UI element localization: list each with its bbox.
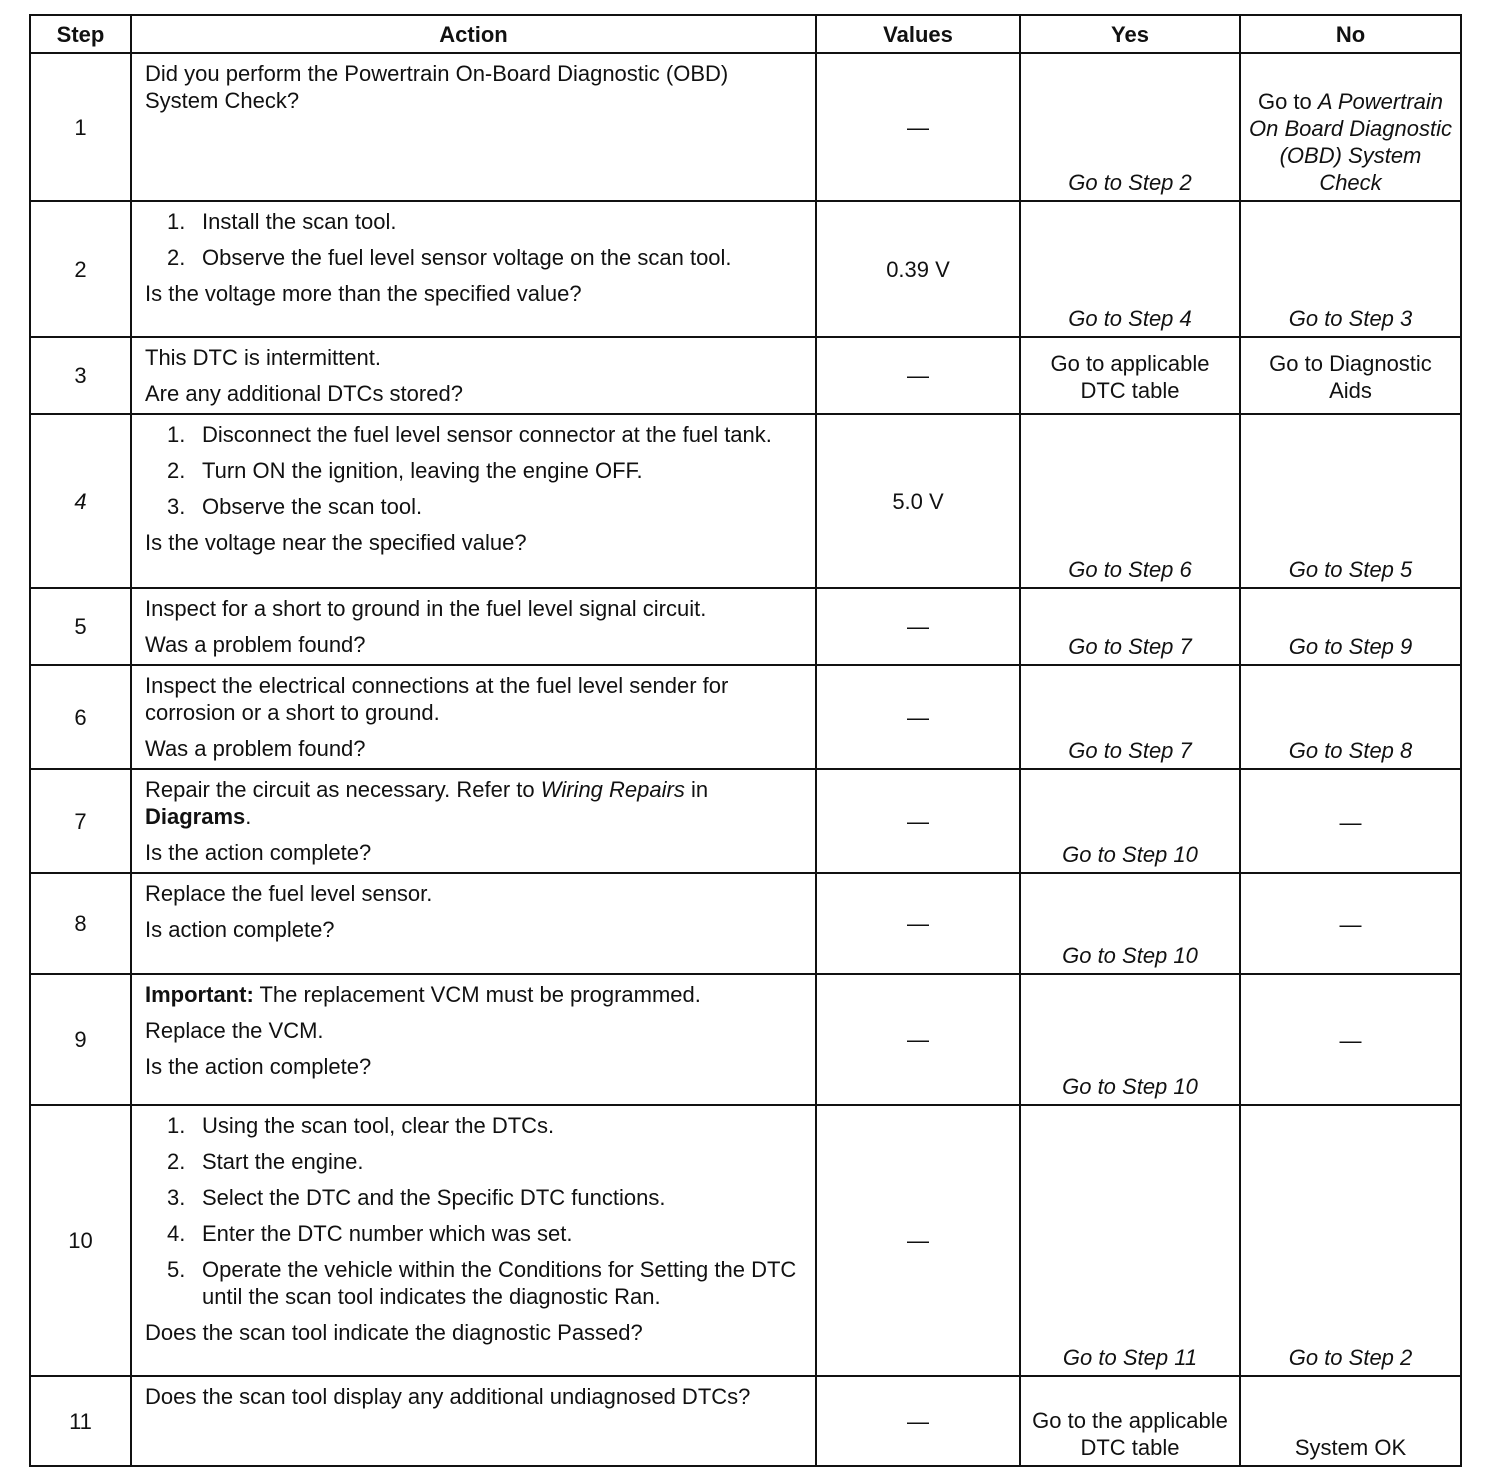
value-cell: — [816,53,1020,201]
no-cell [1240,873,1461,974]
no-cell [1240,974,1461,1105]
action-cell [131,769,816,873]
text-segment: Is the action complete? [145,840,372,865]
value-cell: 5.0 V [816,414,1020,588]
action-list-item [167,244,803,271]
text-segment: System OK [1294,1435,1407,1460]
text-segment: Disconnect the fuel level sensor connector at the fuel tank. [202,422,772,447]
action-list-item [167,1112,803,1139]
text-segment: Repair the circuit as necessary. Refer to [145,777,541,802]
text-segment: . [245,804,252,829]
action-list-item [167,1220,803,1247]
table-row [30,665,1461,769]
text-segment: Inspect for a short to ground in the fuel level signal circuit. [145,596,707,621]
text-segment: Was a problem found? [145,736,366,761]
action-list-item [167,421,803,448]
text-segment: Go to Step 10 [1062,943,1198,968]
list-number: 3. [167,494,186,519]
yes-cell [1020,201,1240,337]
yes-cell [1020,1105,1240,1376]
text-segment: Go to Diagnostic Aids [1269,350,1432,403]
action-cell [131,337,816,414]
text-segment: Replace the VCM. [145,1018,324,1043]
text-segment: in [684,777,709,802]
list-text [202,244,732,271]
text-segment: Go to Step 4 [1068,306,1192,331]
text-segment: Go to applicable DTC table [1050,350,1210,403]
list-number: 1. [167,1113,186,1138]
action-cell [131,588,816,665]
text-segment: A Powertrain On Board Diagnostic (OBD) System Check [1249,89,1452,195]
table-row [30,588,1461,665]
text-segment: Select the DTC and the Specific DTC functions. [202,1185,666,1210]
step-number: 4 [30,414,131,588]
text-segment: Go to Step 5 [1288,557,1413,582]
step-number: 5 [30,588,131,665]
text-segment: Is the action complete? [145,1054,372,1079]
yes-cell [1020,1376,1240,1466]
list-text [202,1256,803,1310]
text-segment: Did you perform the Powertrain On-Board Diagnostic (OBD) System Check? [145,61,729,113]
table-row [30,974,1461,1105]
action-paragraph [145,916,803,943]
table-row [30,414,1461,588]
text-segment: Go to Step 9 [1288,634,1413,659]
text-segment: Observe the scan tool. [202,494,423,519]
list-text [202,208,396,235]
list-number: 1. [167,209,186,234]
text-segment: Install the scan tool. [202,209,397,234]
list-text [202,1112,554,1139]
action-cell [131,1105,816,1376]
header-step: Step [30,15,131,53]
text-segment: Was a problem found? [145,632,366,657]
text-segment: Go to Step 11 [1062,1345,1198,1370]
header-action: Action [131,15,816,53]
list-text [202,1184,665,1211]
value-cell: — [816,769,1020,873]
text-segment: Go to Step 2 [1068,170,1192,195]
table-row [30,337,1461,414]
action-paragraph [145,1383,803,1410]
value-cell: — [816,873,1020,974]
action-paragraph [145,981,803,1008]
action-list-item [167,1148,803,1175]
list-text [202,1148,363,1175]
header-no: No [1240,15,1461,53]
list-number: 2. [167,458,186,483]
action-cell [131,414,816,588]
action-list-item [167,1256,803,1310]
step-number: 6 [30,665,131,769]
text-segment: Are any additional DTCs stored? [145,381,463,406]
text-segment: Operate the vehicle within the Conditions for Setting the DTC until the scan tool indicates the diagnostic Ran. [202,1257,797,1309]
list-number: 4. [167,1221,186,1246]
action-cell [131,974,816,1105]
header-row [30,15,1461,53]
text-segment: — [1339,912,1362,937]
yes-cell [1020,974,1240,1105]
text-segment: Replace the fuel level sensor. [145,881,433,906]
action-paragraph [145,880,803,907]
action-list-item [167,1184,803,1211]
no-cell [1240,1105,1461,1376]
table-row [30,1376,1461,1466]
table-row [30,53,1461,201]
text-segment: Go to Step 7 [1068,634,1192,659]
no-cell [1240,665,1461,769]
step-number: 9 [30,974,131,1105]
action-paragraph [145,60,803,114]
table-row [30,873,1461,974]
step-number: 11 [30,1376,131,1466]
action-paragraph [145,595,803,622]
text-segment: Inspect the electrical connections at the fuel level sender for corrosion or a short to ground. [145,673,729,725]
yes-cell [1020,769,1240,873]
list-text [202,493,422,520]
no-cell [1240,53,1461,201]
text-segment: This DTC is intermittent. [145,345,381,370]
no-cell [1240,1376,1461,1466]
list-text [202,1220,572,1247]
text-segment: Using the scan tool, clear the DTCs. [202,1113,555,1138]
action-paragraph [145,529,803,556]
action-cell [131,53,816,201]
list-text [202,457,643,484]
step-number: 1 [30,53,131,201]
action-paragraph [145,1017,803,1044]
text-segment: Go to Step 6 [1068,557,1192,582]
list-number: 2. [167,1149,186,1174]
header-yes: Yes [1020,15,1240,53]
yes-cell [1020,414,1240,588]
action-paragraph [145,672,803,726]
action-paragraph [145,776,803,830]
action-paragraph [145,344,803,371]
action-paragraph [145,1319,803,1346]
text-segment: Go to Step 8 [1288,738,1413,763]
text-segment: Is action complete? [145,917,335,942]
yes-cell [1020,337,1240,414]
text-segment: Important: [145,982,254,1007]
text-segment: Go to Step 10 [1062,842,1198,867]
list-text [202,421,772,448]
text-segment: Go to Step 2 [1288,1345,1413,1370]
text-segment: — [1339,809,1362,835]
action-paragraph [145,839,803,866]
no-cell [1240,588,1461,665]
text-segment: Go to Step 3 [1288,306,1413,331]
no-cell [1240,769,1461,873]
text-segment: Start the engine. [202,1149,364,1174]
text-segment: Wiring Repairs [540,777,685,802]
step-number: 2 [30,201,131,337]
action-cell [131,665,816,769]
text-segment: Turn ON the ignition, leaving the engine OFF. [202,458,643,483]
value-cell: — [816,337,1020,414]
table-row [30,1105,1461,1376]
value-cell: — [816,974,1020,1105]
list-number: 3. [167,1185,186,1210]
text-segment: Is the voltage more than the specified value? [145,281,582,306]
table-row [30,201,1461,337]
diagnostic-table [29,14,1462,1467]
text-segment: Enter the DTC number which was set. [202,1221,573,1246]
text-segment: Go to the applicable DTC table [1032,1408,1228,1460]
action-cell [131,873,816,974]
text-segment: Go to [1257,89,1318,114]
text-segment: Observe the fuel level sensor voltage on the scan tool. [202,245,732,270]
text-segment: — [1339,1028,1362,1053]
action-paragraph [145,380,803,407]
yes-cell [1020,873,1240,974]
table-row [30,769,1461,873]
value-cell: — [816,1105,1020,1376]
action-list-item [167,457,803,484]
text-segment: Go to Step 7 [1068,738,1192,763]
action-paragraph [145,631,803,658]
action-cell [131,201,816,337]
action-cell [131,1376,816,1466]
step-number: 7 [30,769,131,873]
yes-cell [1020,665,1240,769]
text-segment: Is the voltage near the specified value? [145,530,527,555]
value-cell: — [816,665,1020,769]
action-list-item [167,493,803,520]
action-paragraph [145,1053,803,1080]
value-cell: — [816,588,1020,665]
text-segment: The replacement VCM must be programmed. [253,982,701,1007]
action-paragraph [145,280,803,307]
action-paragraph [145,735,803,762]
value-cell: — [816,1376,1020,1466]
header-values: Values [816,15,1020,53]
text-segment: Does the scan tool display any additional undiagnosed DTCs? [145,1384,751,1409]
action-list-item [167,208,803,235]
value-cell: 0.39 V [816,201,1020,337]
no-cell [1240,337,1461,414]
text-segment: Go to Step 10 [1062,1074,1198,1099]
text-segment: Does the scan tool indicate the diagnostic Passed? [145,1320,643,1345]
step-number: 10 [30,1105,131,1376]
no-cell [1240,414,1461,588]
no-cell [1240,201,1461,337]
step-number: 3 [30,337,131,414]
list-number: 5. [167,1257,186,1282]
list-number: 1. [167,422,186,447]
yes-cell [1020,53,1240,201]
yes-cell [1020,588,1240,665]
list-number: 2. [167,245,186,270]
step-number: 8 [30,873,131,974]
text-segment: Diagrams [145,804,246,829]
